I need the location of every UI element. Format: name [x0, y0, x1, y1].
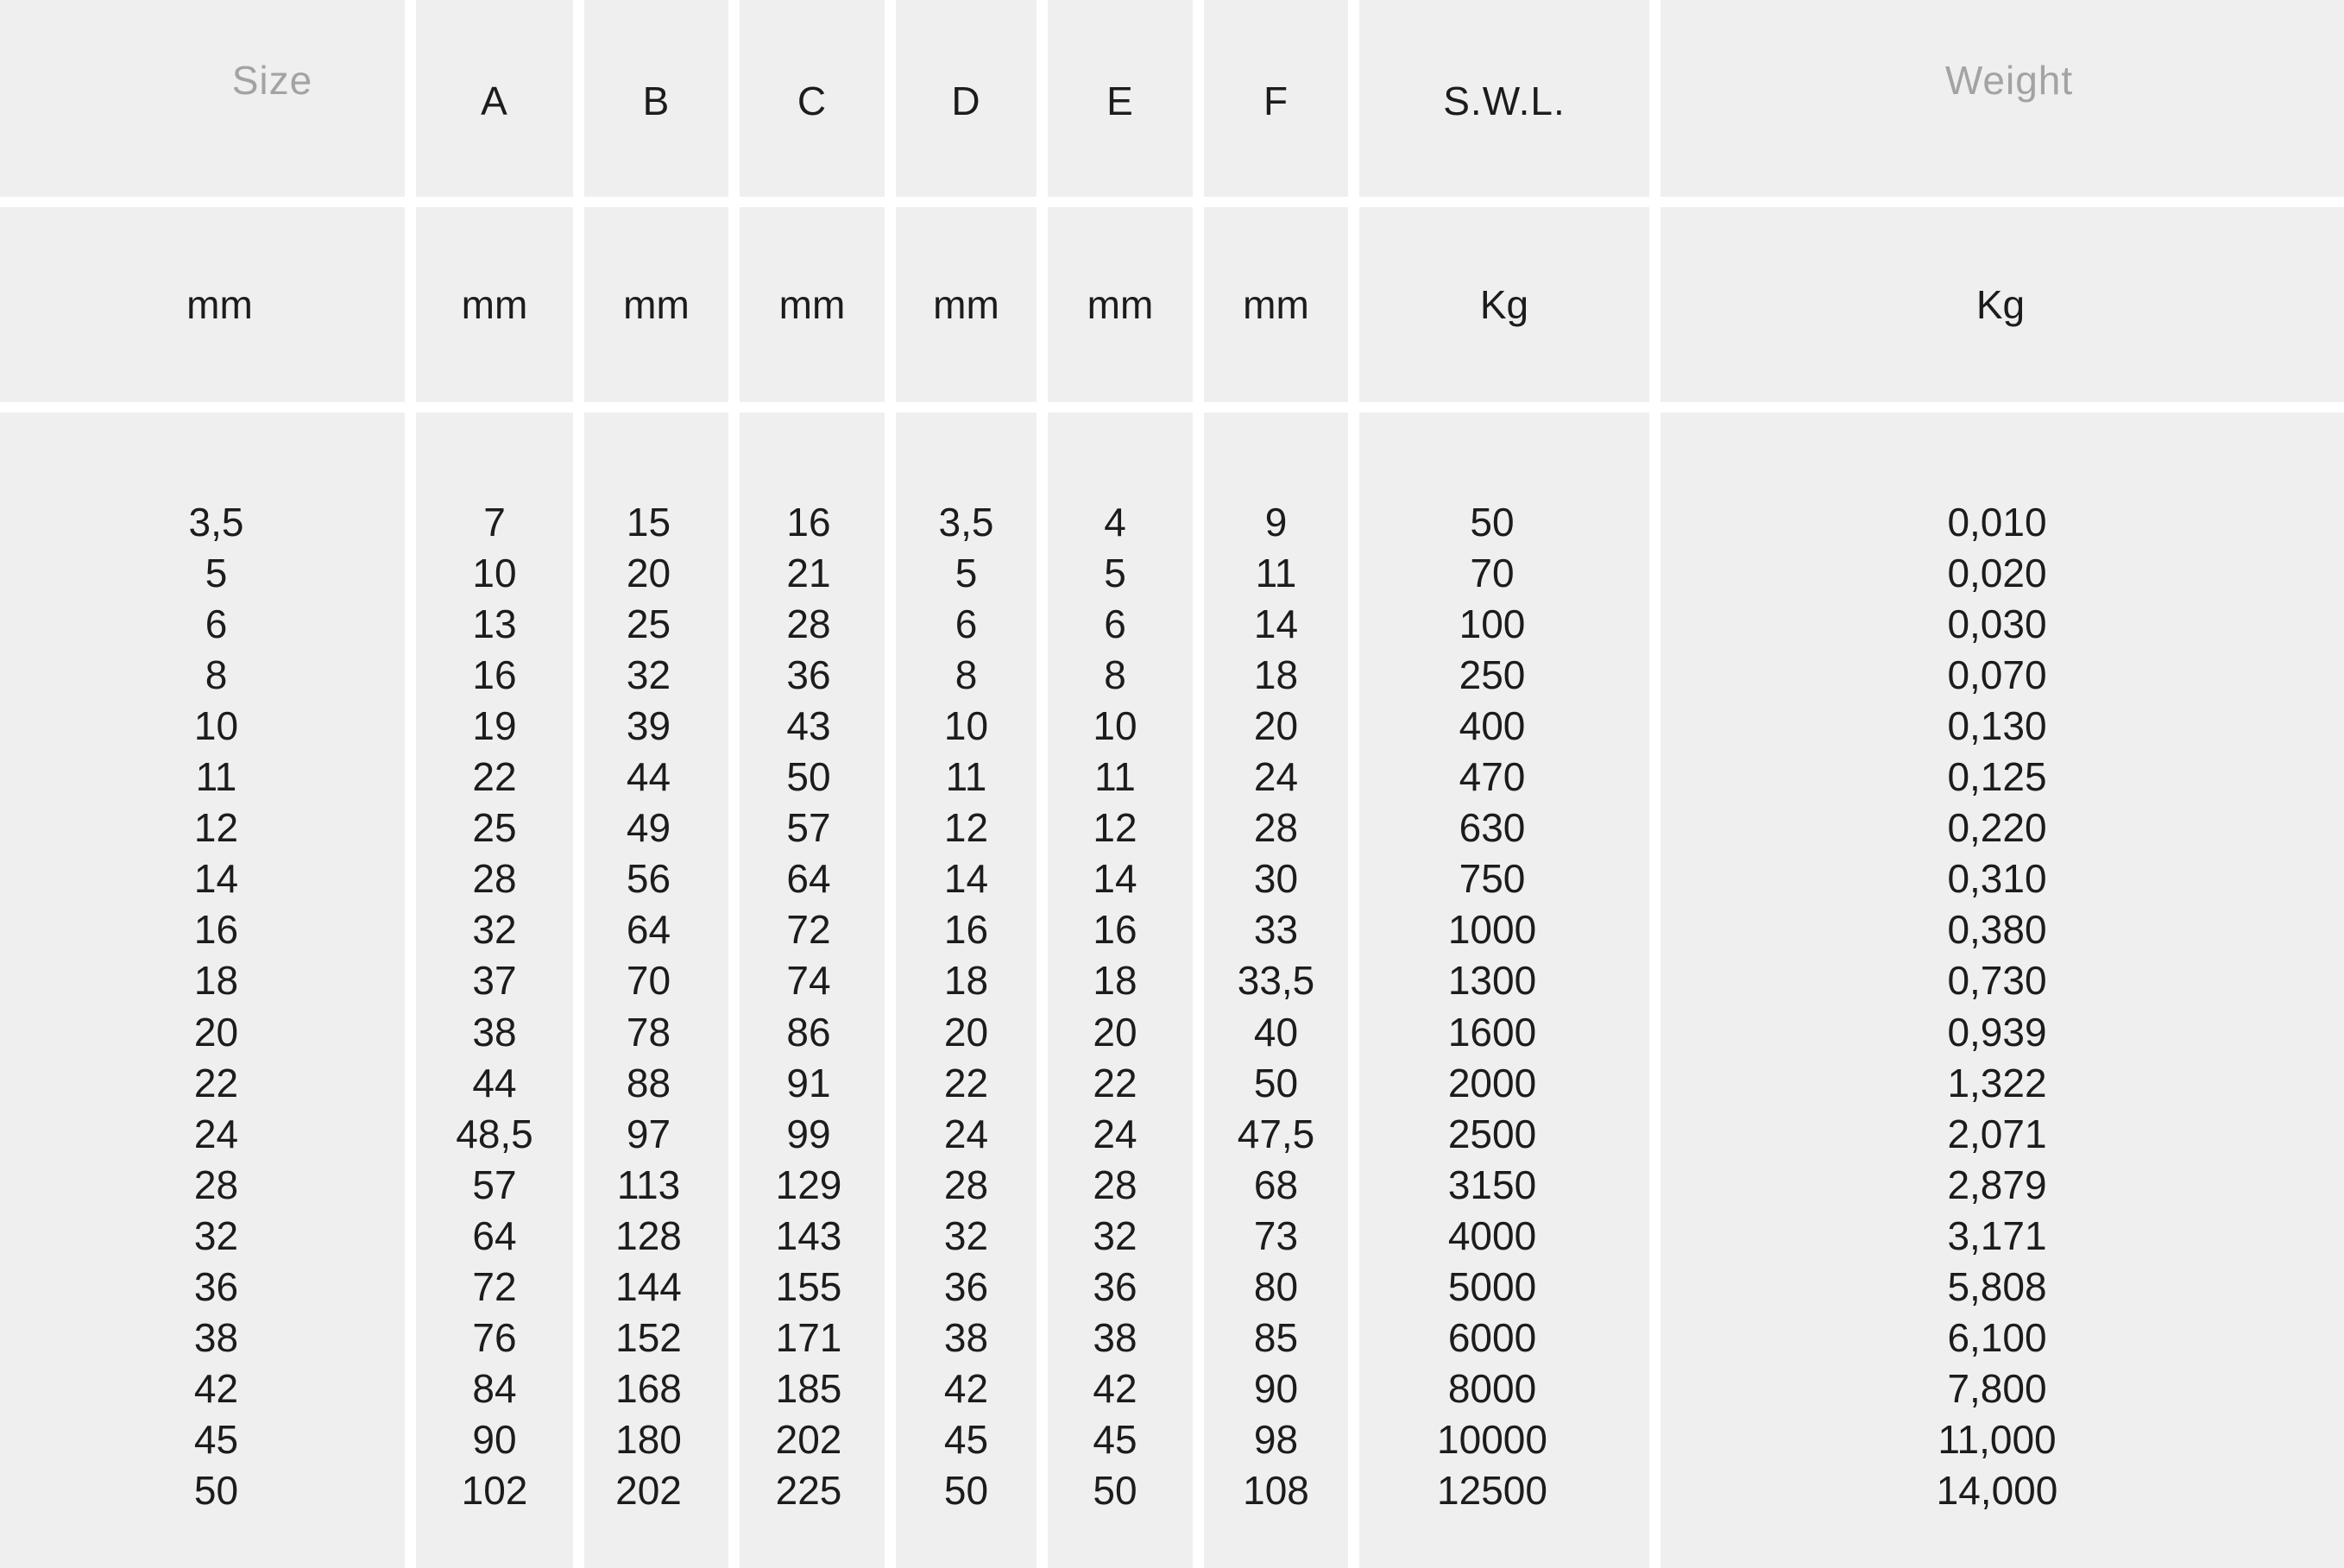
column-header-cell	[1359, 0, 1649, 197]
table-cell: 1000	[1447, 907, 1537, 953]
table-cell: 48,5	[456, 1111, 533, 1156]
table-cell: 32	[1093, 1212, 1137, 1258]
table-cell: 0,130	[1947, 702, 2047, 748]
table-cell: 202	[775, 1417, 842, 1463]
unit-cell	[896, 207, 1037, 402]
table-cell: 28	[1253, 805, 1299, 851]
table-cell: 6	[1104, 601, 1126, 646]
table-cell: 185	[775, 1366, 842, 1412]
table-cell: 180	[615, 1417, 682, 1463]
table-cell: 155	[775, 1263, 842, 1309]
table-cell: 0,310	[1947, 856, 2047, 902]
table-cell: 5	[205, 550, 228, 595]
table-cell: 152	[615, 1315, 682, 1361]
unit-label: mm	[1243, 282, 1309, 327]
table-cell: 0,939	[1947, 1009, 2047, 1055]
table-cell: 630	[1459, 805, 1526, 851]
table-cell: 56	[626, 856, 671, 902]
table-cell: 18	[193, 958, 239, 1004]
table-cell: 2,071	[1947, 1111, 2047, 1156]
column-values	[416, 412, 573, 1568]
table-cell: 100	[1459, 601, 1526, 646]
table-cell: 21	[786, 550, 831, 595]
table-cell: 750	[1459, 856, 1526, 902]
table-cell: 50	[786, 754, 831, 800]
table-cell: 202	[615, 1468, 682, 1514]
table-cell: 74	[786, 958, 831, 1004]
table-cell: 73	[1253, 1212, 1299, 1258]
column-header-label: D	[951, 79, 981, 123]
table-cell: 9	[1264, 499, 1288, 545]
unit-label: Kg	[1975, 282, 2026, 327]
table-cell: 3,171	[1947, 1212, 2047, 1258]
table-cell: 45	[1093, 1417, 1137, 1463]
table-cell: 6000	[1447, 1315, 1537, 1361]
table-cell: 78	[626, 1009, 671, 1055]
table-cell: 45	[943, 1417, 989, 1463]
unit-label: mm	[186, 282, 253, 327]
table-cell: 36	[193, 1263, 239, 1309]
table-cell: 91	[786, 1060, 831, 1105]
table-cell: 400	[1459, 702, 1526, 748]
table-cell: 50	[1253, 1060, 1299, 1105]
table-cell: 50	[943, 1468, 989, 1514]
table-cell: 42	[1093, 1366, 1137, 1412]
table-cell: 68	[1253, 1162, 1299, 1207]
table-cell: 3,5	[188, 499, 244, 545]
table-cell: 76	[472, 1315, 517, 1361]
table-cell: 40	[1253, 1009, 1299, 1055]
column-values	[584, 412, 728, 1568]
column-values	[1660, 412, 2344, 1568]
table-cell: 88	[626, 1060, 671, 1105]
table-cell: 2,879	[1947, 1162, 2047, 1207]
table-cell: 16	[943, 907, 989, 953]
table-cell: 70	[1470, 550, 1515, 595]
table-cell: 20	[193, 1009, 239, 1055]
table-cell: 45	[193, 1417, 239, 1463]
table-cell: 32	[943, 1212, 989, 1258]
table-cell: 80	[1253, 1263, 1299, 1309]
table-cell: 11	[1255, 550, 1297, 595]
column-header-label: S.W.L.	[1443, 79, 1566, 123]
table-cell: 10	[472, 550, 517, 595]
table-cell: 64	[626, 907, 671, 953]
table-cell: 39	[626, 702, 671, 748]
table-cell: 3150	[1447, 1162, 1537, 1207]
table-cell: 28	[1093, 1162, 1137, 1207]
table-cell: 14,000	[1936, 1468, 2058, 1514]
table-cell: 47,5	[1237, 1111, 1315, 1156]
table-cell: 50	[1093, 1468, 1137, 1514]
table-cell: 16	[786, 499, 831, 545]
table-cell: 20	[1093, 1009, 1137, 1055]
table-cell: 143	[775, 1212, 842, 1258]
table-cell: 15	[626, 499, 671, 545]
unit-cell	[1048, 207, 1193, 402]
table-cell: 1600	[1447, 1009, 1537, 1055]
table-cell: 85	[1253, 1315, 1299, 1361]
table-cell: 57	[472, 1162, 517, 1207]
unit-cell	[416, 207, 573, 402]
table-cell: 171	[775, 1315, 842, 1361]
table-cell: 14	[193, 856, 239, 902]
column-header-cell	[584, 0, 728, 197]
table-cell: 28	[943, 1162, 989, 1207]
column-header-label: A	[481, 79, 508, 123]
table-cell: 0,125	[1947, 754, 2047, 800]
unit-label: mm	[933, 282, 999, 327]
table-cell: 8000	[1447, 1366, 1537, 1412]
column-values	[1048, 412, 1193, 1568]
table-cell: 38	[1093, 1315, 1137, 1361]
unit-cell	[740, 207, 885, 402]
table-cell: 3,5	[938, 499, 994, 545]
unit-cell	[1660, 207, 2344, 402]
column-values	[896, 412, 1037, 1568]
table-cell: 10	[943, 702, 989, 748]
table-cell: 14	[1093, 856, 1137, 902]
table-cell: 38	[193, 1315, 239, 1361]
column-header-label: E	[1106, 79, 1134, 123]
table-cell: 0,380	[1947, 907, 2047, 953]
table-cell: 12500	[1437, 1468, 1547, 1514]
table-cell: 8	[205, 652, 228, 697]
table-cell: 14	[1253, 601, 1299, 646]
table-cell: 20	[626, 550, 671, 595]
unit-cell	[1204, 207, 1348, 402]
table-cell: 8	[1104, 652, 1126, 697]
table-cell: 38	[943, 1315, 989, 1361]
table-cell: 5,808	[1947, 1263, 2047, 1309]
table-cell: 6,100	[1947, 1315, 2047, 1361]
table-cell: 18	[1253, 652, 1299, 697]
column-values	[740, 412, 885, 1568]
table-cell: 90	[472, 1417, 517, 1463]
table-cell: 33,5	[1237, 958, 1315, 1004]
table-cell: 5	[955, 550, 978, 595]
table-cell: 64	[786, 856, 831, 902]
table-cell: 10000	[1437, 1417, 1547, 1463]
table-cell: 25	[626, 601, 671, 646]
table-cell: 28	[786, 601, 831, 646]
table-cell: 12	[943, 805, 989, 851]
column-header-cell	[740, 0, 885, 197]
unit-cell	[584, 207, 728, 402]
table-cell: 22	[193, 1060, 239, 1105]
unit-cell	[0, 207, 405, 402]
table-cell: 18	[943, 958, 989, 1004]
table-cell: 6	[205, 601, 228, 646]
table-cell: 13	[472, 601, 517, 646]
table-cell: 24	[193, 1111, 239, 1156]
table-cell: 6	[955, 601, 978, 646]
table-cell: 42	[943, 1366, 989, 1412]
table-cell: 97	[626, 1111, 671, 1156]
table-cell: 129	[775, 1162, 842, 1207]
column-header-label: C	[797, 79, 828, 123]
table-cell: 11,000	[1938, 1417, 2057, 1463]
table-cell: 12	[193, 805, 239, 851]
table-cell: 57	[786, 805, 831, 851]
table-cell: 90	[1253, 1366, 1299, 1412]
table-cell: 49	[626, 805, 671, 851]
column-header-cell	[1048, 0, 1193, 197]
unit-label: mm	[623, 282, 690, 327]
table-cell: 0,220	[1947, 805, 2047, 851]
table-cell: 113	[616, 1162, 681, 1207]
table-cell: 64	[472, 1212, 517, 1258]
table-cell: 18	[1093, 958, 1137, 1004]
table-cell: 11	[195, 754, 237, 800]
table-cell: 98	[1253, 1417, 1299, 1463]
unit-label: mm	[1087, 282, 1154, 327]
unit-cell	[1359, 207, 1649, 402]
table-cell: 30	[1253, 856, 1299, 902]
table-cell: 1300	[1447, 958, 1537, 1004]
table-cell: 36	[1093, 1263, 1137, 1309]
table-cell: 50	[1470, 499, 1515, 545]
table-cell: 43	[786, 702, 831, 748]
table-cell: 44	[626, 754, 671, 800]
column-values	[1359, 412, 1649, 1568]
table-cell: 38	[472, 1009, 517, 1055]
table-cell: 5000	[1447, 1263, 1537, 1309]
table-cell: 28	[193, 1162, 239, 1207]
table-cell: 470	[1459, 754, 1526, 800]
table-cell: 25	[472, 805, 517, 851]
table-cell: 12	[1093, 805, 1137, 851]
column-values	[0, 412, 405, 1568]
table-cell: 168	[615, 1366, 682, 1412]
table-cell: 36	[786, 652, 831, 697]
table-cell: 7,800	[1947, 1366, 2047, 1412]
column-header-label: B	[642, 79, 671, 123]
table-cell: 102	[461, 1468, 528, 1514]
column-header-label: Weight	[1944, 58, 2074, 103]
table-cell: 0,010	[1947, 499, 2047, 545]
table-cell: 2500	[1447, 1111, 1537, 1156]
column-header-cell	[1204, 0, 1348, 197]
table-cell: 24	[943, 1111, 989, 1156]
table-cell: 4000	[1447, 1212, 1537, 1258]
table-cell: 32	[626, 652, 671, 697]
table-cell: 11	[1094, 754, 1136, 800]
table-cell: 50	[193, 1468, 239, 1514]
table-cell: 128	[615, 1212, 682, 1258]
table-cell: 42	[193, 1366, 239, 1412]
table-cell: 4	[1104, 499, 1126, 545]
table-cell: 5	[1104, 550, 1126, 595]
table-cell: 22	[1093, 1060, 1137, 1105]
table-cell: 22	[943, 1060, 989, 1105]
table-cell: 32	[472, 907, 517, 953]
table-cell: 16	[1093, 907, 1137, 953]
column-header-cell	[0, 0, 405, 197]
table-cell: 10	[193, 702, 239, 748]
table-cell: 225	[775, 1468, 842, 1514]
table-cell: 16	[193, 907, 239, 953]
unit-label: Kg	[1479, 282, 1529, 327]
table-cell: 32	[193, 1212, 239, 1258]
table-cell: 108	[1243, 1468, 1309, 1514]
table-cell: 10	[1093, 702, 1137, 748]
column-header-label: Size	[231, 58, 313, 103]
column-header-cell	[896, 0, 1037, 197]
table-cell: 24	[1093, 1111, 1137, 1156]
table-cell: 250	[1459, 652, 1526, 697]
table-cell: 24	[1253, 754, 1299, 800]
table-cell: 11	[945, 754, 987, 800]
table-cell: 0,070	[1947, 652, 2047, 697]
table-cell: 99	[786, 1111, 831, 1156]
column-header-cell	[416, 0, 573, 197]
column-values	[1204, 412, 1348, 1568]
table-cell: 70	[626, 958, 671, 1004]
table-cell: 14	[943, 856, 989, 902]
column-header-cell	[1660, 0, 2344, 197]
table-cell: 16	[472, 652, 517, 697]
table-cell: 7	[483, 499, 506, 545]
table-cell: 44	[472, 1060, 517, 1105]
table-cell: 72	[786, 907, 831, 953]
unit-label: mm	[778, 282, 846, 327]
table-cell: 0,020	[1947, 550, 2047, 595]
table-cell: 84	[472, 1366, 517, 1412]
table-cell: 0,030	[1947, 601, 2047, 646]
table-cell: 72	[472, 1263, 517, 1309]
table-cell: 22	[472, 754, 517, 800]
column-header-label: F	[1263, 79, 1289, 123]
table-cell: 2000	[1447, 1060, 1537, 1105]
table-cell: 86	[786, 1009, 831, 1055]
table-cell: 20	[943, 1009, 989, 1055]
table-cell: 20	[1253, 702, 1299, 748]
table-cell: 36	[943, 1263, 989, 1309]
table-cell: 33	[1253, 907, 1299, 953]
table-cell: 1,322	[1947, 1060, 2047, 1105]
table-cell: 28	[472, 856, 517, 902]
table-cell: 19	[472, 702, 517, 748]
table-cell: 144	[615, 1263, 682, 1309]
table-cell: 37	[472, 958, 517, 1004]
table-cell: 8	[955, 652, 978, 697]
table-cell: 0,730	[1947, 958, 2047, 1004]
unit-label: mm	[461, 282, 528, 327]
